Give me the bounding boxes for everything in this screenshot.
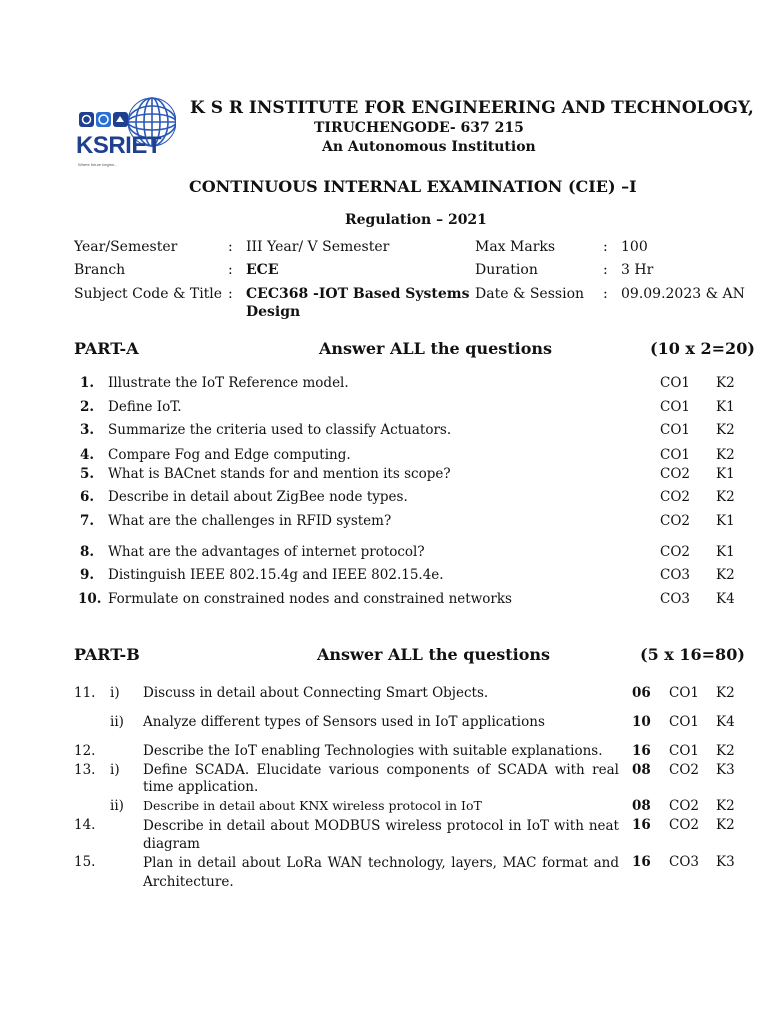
question-k-level: K3 xyxy=(716,762,735,778)
question-co: CO1 xyxy=(669,743,699,759)
question-co: CO2 xyxy=(660,513,690,529)
question-marks: 10 xyxy=(632,714,651,730)
question-number: 4. xyxy=(80,447,95,463)
question-sub-number: i) xyxy=(110,685,120,701)
exam-title: CONTINUOUS INTERNAL EXAMINATION (CIE) –I xyxy=(189,177,637,196)
part-a-instruction: Answer ALL the questions xyxy=(319,339,553,358)
question-text: Compare Fog and Edge computing. xyxy=(108,447,351,463)
question-text: What are the advantages of internet protocol? xyxy=(108,544,425,560)
detail-value-subject-line2: Design xyxy=(246,304,301,320)
question-k-level: K3 xyxy=(716,854,735,870)
question-marks: 08 xyxy=(632,762,651,778)
question-text: Discuss in detail about Connecting Smart Objects. xyxy=(143,685,489,701)
detail-label-subject: Subject Code & Title xyxy=(74,286,223,302)
question-marks: 16 xyxy=(632,854,651,870)
question-k-level: K2 xyxy=(716,685,735,701)
institute-logo xyxy=(76,96,176,170)
question-text: Describe in detail about KNX wireless protocol in IoT xyxy=(143,798,482,813)
logo-wordmark: KSRIET xyxy=(76,132,162,159)
institution-status: An Autonomous Institution xyxy=(322,139,536,155)
part-b-marks: (5 x 16=80) xyxy=(640,645,745,664)
question-co: CO2 xyxy=(669,762,699,778)
detail-label-branch: Branch xyxy=(74,262,126,278)
detail-label-duration: Duration xyxy=(475,262,538,278)
question-k-level: K1 xyxy=(716,513,735,529)
question-number: 15. xyxy=(74,854,96,870)
detail-value-max-marks: 100 xyxy=(621,239,648,255)
question-co: CO2 xyxy=(660,489,690,505)
detail-colon: : xyxy=(228,262,233,278)
question-marks: 16 xyxy=(632,817,651,833)
detail-colon: : xyxy=(603,239,608,255)
question-co: CO1 xyxy=(660,422,690,438)
question-number: 7. xyxy=(80,513,95,529)
question-co: CO3 xyxy=(660,591,690,607)
question-co: CO1 xyxy=(669,714,699,730)
question-number: 9. xyxy=(80,567,95,583)
detail-colon: : xyxy=(228,286,233,302)
question-text: Define IoT. xyxy=(108,399,182,415)
question-k-level: K2 xyxy=(716,375,735,391)
detail-label-date-session: Date & Session xyxy=(475,286,585,302)
question-marks: 08 xyxy=(632,798,651,814)
question-number: 3. xyxy=(80,422,95,438)
question-number: 6. xyxy=(80,489,95,505)
detail-label-year: Year/Semester xyxy=(74,239,178,255)
question-k-level: K4 xyxy=(716,591,735,607)
question-number: 8. xyxy=(80,544,95,560)
part-a-title: PART-A xyxy=(74,339,139,358)
question-marks: 16 xyxy=(632,743,651,759)
question-text: Illustrate the IoT Reference model. xyxy=(108,375,349,391)
question-k-level: K2 xyxy=(716,743,735,759)
part-a-marks: (10 x 2=20) xyxy=(650,339,755,358)
question-number: 1. xyxy=(80,375,95,391)
detail-value-date-session: 09.09.2023 & AN xyxy=(621,286,745,302)
question-sub-number: ii) xyxy=(110,714,124,730)
question-text: Define SCADA. Elucidate various components of SCADA with real time application. xyxy=(143,762,619,795)
institute-name: K S R INSTITUTE FOR ENGINEERING AND TECHNOLOGY, xyxy=(190,98,754,118)
detail-value-subject: CEC368 -IOT Based Systems xyxy=(246,286,470,302)
detail-value-branch: ECE xyxy=(246,262,279,278)
logo-tagline: Where future begins... xyxy=(78,162,118,167)
question-k-level: K2 xyxy=(716,489,735,505)
detail-value-duration: 3 Hr xyxy=(621,262,654,278)
question-co: CO3 xyxy=(660,567,690,583)
question-co: CO1 xyxy=(660,399,690,415)
question-k-level: K2 xyxy=(716,567,735,583)
question-marks: 06 xyxy=(632,685,651,701)
question-sub-number: ii) xyxy=(110,798,124,814)
question-text: Distinguish IEEE 802.15.4g and IEEE 802.15.4e. xyxy=(108,567,444,583)
question-text: Formulate on constrained nodes and constrained networks xyxy=(108,591,512,607)
question-k-level: K2 xyxy=(716,422,735,438)
question-number: 14. xyxy=(74,817,96,833)
question-k-level: K2 xyxy=(716,798,735,814)
question-co: CO3 xyxy=(669,854,699,870)
question-sub-number: i) xyxy=(110,762,120,778)
question-co: CO1 xyxy=(660,375,690,391)
question-text: What is BACnet stands for and mention its scope? xyxy=(108,466,451,482)
question-text: Analyze different types of Sensors used in IoT applications xyxy=(143,714,545,730)
question-text: What are the challenges in RFID system? xyxy=(108,513,392,529)
question-k-level: K1 xyxy=(716,399,735,415)
question-text: Describe in detail about MODBUS wireless protocol in IoT with neat diagram xyxy=(143,818,619,852)
question-co: CO1 xyxy=(669,685,699,701)
question-number: 13. xyxy=(74,762,96,778)
question-k-level: K1 xyxy=(716,466,735,482)
detail-colon: : xyxy=(603,286,608,302)
question-number: 2. xyxy=(80,399,95,415)
part-b-instruction: Answer ALL the questions xyxy=(317,645,551,664)
question-k-level: K4 xyxy=(716,714,735,730)
question-number: 5. xyxy=(80,466,95,482)
question-co: CO1 xyxy=(660,447,690,463)
question-text: Describe the IoT enabling Technologies with suitable explanations. xyxy=(143,743,603,759)
regulation: Regulation – 2021 xyxy=(345,212,487,228)
detail-value-year: III Year/ V Semester xyxy=(246,239,390,255)
question-k-level: K2 xyxy=(716,447,735,463)
question-number: 11. xyxy=(74,685,96,701)
question-co: CO2 xyxy=(669,817,699,833)
detail-label-max-marks: Max Marks xyxy=(475,239,556,255)
question-co: CO2 xyxy=(669,798,699,814)
question-text: Describe in detail about ZigBee node types. xyxy=(108,489,408,505)
question-text: Plan in detail about LoRa WAN technology, layers, MAC format and Architecture. xyxy=(143,855,619,890)
question-k-level: K2 xyxy=(716,817,735,833)
question-k-level: K1 xyxy=(716,544,735,560)
question-co: CO2 xyxy=(660,466,690,482)
question-number: 10. xyxy=(78,591,102,607)
question-number: 12. xyxy=(74,743,96,759)
detail-colon: : xyxy=(603,262,608,278)
question-co: CO2 xyxy=(660,544,690,560)
question-text: Summarize the criteria used to classify Actuators. xyxy=(108,422,452,438)
institute-location: TIRUCHENGODE- 637 215 xyxy=(314,120,524,136)
detail-colon: : xyxy=(228,239,233,255)
part-b-title: PART-B xyxy=(74,645,140,664)
